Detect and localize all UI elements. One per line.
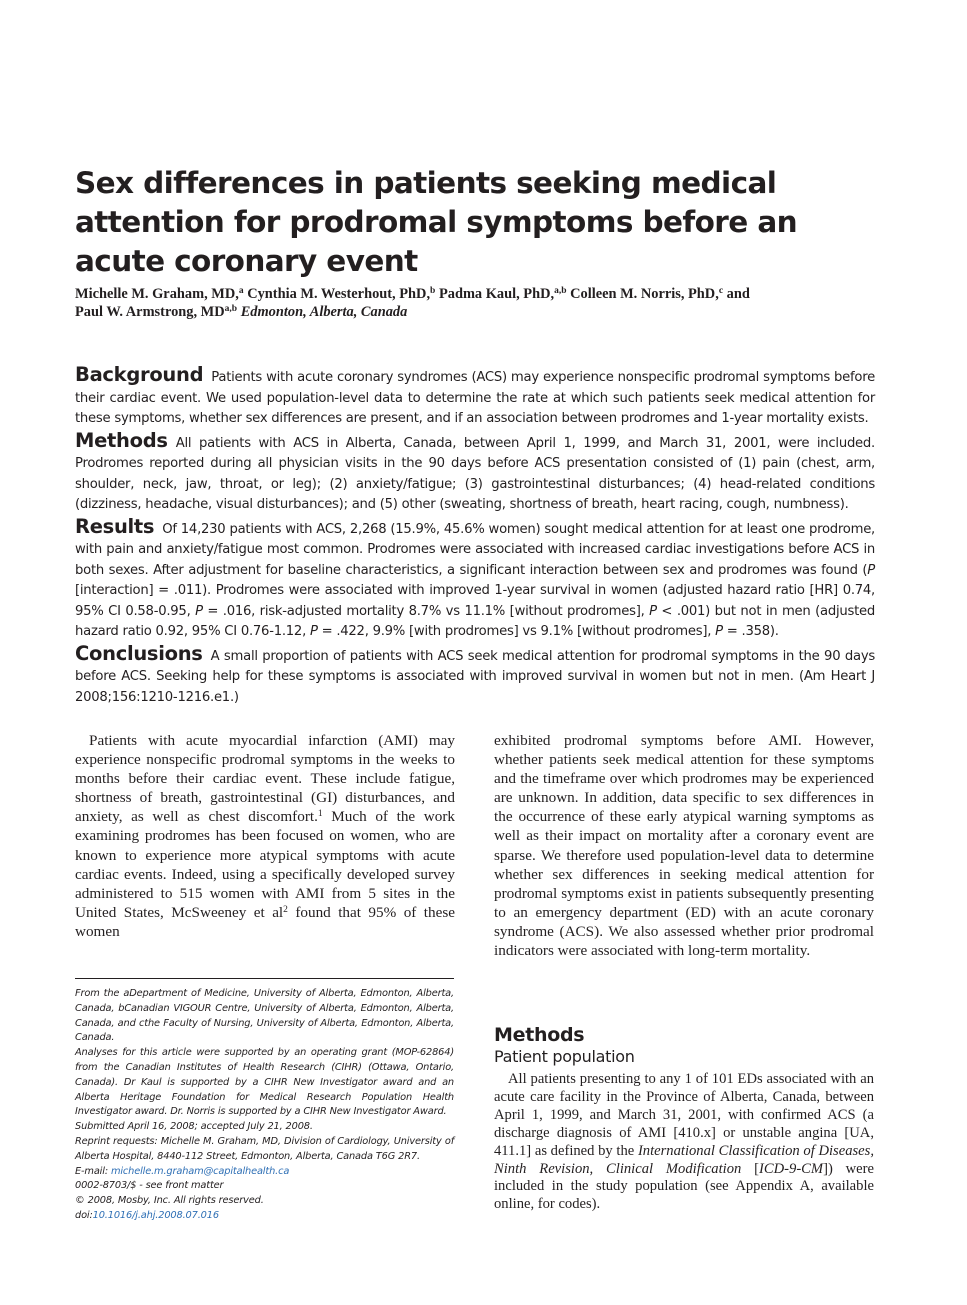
footnote-submitted: Submitted April 16, 2008; accepted July 21, 2008. — [75, 1121, 313, 1133]
body-text: [ — [741, 1160, 760, 1177]
reference-link[interactable]: 2 — [283, 904, 288, 915]
p-symbol: P — [715, 624, 723, 639]
subsection-heading: Patient population — [494, 1047, 635, 1066]
footnote-copyright: © 2008, Mosby, Inc. All rights reserved. — [75, 1195, 264, 1207]
intro-left-column — [75, 731, 455, 941]
p-symbol: P — [195, 603, 203, 619]
p-symbol: P — [867, 562, 875, 578]
author-name: Padma Kaul, PhD, — [438, 286, 555, 302]
author-affiliation-mark: c — [718, 286, 724, 296]
author-name: Cynthia M. Westerhout, PhD, — [247, 286, 431, 302]
footnote-email — [75, 1165, 454, 1180]
author-location: Edmonton, Alberta, Canada — [240, 304, 408, 320]
reference-link[interactable]: 1 — [317, 809, 323, 820]
body-text: ]) were included in the study population (see Appendix A, available online, for codes). — [494, 1160, 875, 1213]
p-symbol: P — [649, 603, 657, 619]
abstract-text: = .358). — [722, 624, 779, 639]
author-name: Paul W. Armstrong, MD — [75, 304, 225, 320]
footnote-issn: 0002-8703/$ - see front matter — [75, 1180, 224, 1192]
intro-right-column — [494, 731, 874, 960]
icd-title: International Classification of Diseases, Ninth Revision, Clinical Modification — [494, 1142, 874, 1177]
abstract-text: < .001) but not in men (adjusted hazard ratio 0.92, 95% CI 0.76-1.12, — [75, 603, 875, 639]
author-name: Colleen M. Norris, PhD, — [570, 286, 719, 302]
email-link[interactable]: michelle.m.graham@capitalhealth.ca — [110, 1165, 290, 1177]
footnote-reprints: Reprint requests: Michelle M. Graham, MD, Division of Cardiology, University of Alberta Hospital, 8440-112 Street, Edmonton, Alberta, Canada T6G 2R7. — [75, 1135, 454, 1162]
abstract-text: = .422, 9.9% [with prodromes] vs 9.1% [without prodromes], — [317, 624, 716, 639]
abstract-heading: Conclusions — [75, 641, 203, 665]
author-list — [75, 285, 875, 321]
methods-paragraph — [494, 1071, 874, 1214]
abstract-heading: Methods — [75, 428, 168, 452]
abstract-text: Of 14,230 patients with ACS, 2,268 (15.9%, 45.6% women) sought medical attention for at least one prodrome, with pain and anxiety/fatigue most common. Prodromes were associated with increased cardiac investigations before ACS in both sexes. After adjustment for baseline characteristics, a significant interaction between sex and prodromes was found ( — [75, 521, 875, 578]
abstract-text: All patients with ACS in Alberta, Canada, between April 1, 1999, and March 31, 2001, were included. Prodromes reported during all physician visits in the 90 days before ACS presentation consisted of (1) pain (chest, arm, shoulder, neck, jaw, throat, or leg); (2) anxiety/fatigue; (3) gastrointestinal disturbances; (4) head-related conditions (dizziness, headache, visual disturbances); and (5) other (sweating, shortness of breath, heart racing, cough, numbness). — [75, 435, 875, 512]
footnote-affiliations: From the aDepartment of Medicine, University of Alberta, Edmonton, Alberta, Canada, bCanadian VIGOUR Centre, University of Alberta, Edmonton, Alberta, Canada, and cthe Faculty of Nursing, University of Alberta, Edmonton, Alberta, Canada. — [75, 988, 454, 1044]
author-affiliation-mark: a,b — [224, 304, 238, 314]
methods-body — [494, 1071, 874, 1214]
abstract-background — [75, 365, 875, 430]
abstract-results — [75, 514, 875, 643]
intro-paragraph — [75, 731, 455, 941]
abstract — [75, 365, 875, 709]
author-name: Michelle M. Graham, MD, — [75, 286, 239, 302]
section-heading-methods: Methods — [494, 1024, 585, 1046]
abstract-text: A small proportion of patients with ACS seek medical attention for prodromal symptoms in the 90 days before ACS. Seeking help for these symptoms is associated with improved survival in women but not in men. (Am Heart J 2008;156:1210-1216.e1.) — [75, 648, 875, 705]
author-affiliation-mark: b — [430, 286, 436, 296]
author-affiliation-mark: a,b — [554, 286, 567, 296]
footnote-funding: Analyses for this article were supported by an operating grant (MOP-62864) from the Canadian Institutes of Health Research (CIHR) (Ottawa, Ontario, Canada). Dr Kaul is supported by a CIHR New Investigator award and an Alberta Heritage Foundation for Medical Research Population Health Investigator award. Dr. Norris is supported by a CIHR New Investigator Award. — [75, 1047, 454, 1118]
abstract-text: = .016, risk-adjusted mortality 8.7% vs 11.1% [without prodromes], — [202, 603, 650, 619]
author-affiliation-mark: a — [238, 286, 244, 296]
footnotes — [75, 987, 454, 1224]
article-title: Sex differences in patients seeking medical attention for prodromal symptoms before an acute coronary event — [75, 166, 798, 278]
body-text: found that 95% of these women — [75, 903, 455, 940]
abstract-text: Patients with acute coronary syndromes (ACS) may experience nonspecific prodromal symptoms before their cardiac event. We used population-level data to determine the rate at which such patients seek medical attention for these symptoms, whether sex differences are present, and if an association between prodromes and 1-year mortality exists. — [75, 370, 875, 426]
intro-paragraph-continued: exhibited prodromal symptoms before AMI. However, whether patients seek medical attention for these symptoms and the timeframe over which prodromes may be experienced are unknown. In addition, data specific to sex differences in the occurrence of these early atypical warning symptoms as well as their impact on mortality after a coronary event are sparse. We therefore used population-level data to determine whether sex differences in seeking medical attention for prodromal symptoms exist in patients subsequently presenting to an emergency department (ED) with an acute coronary syndrome (ACS). We also assessed whether prior prodromal indicators were associated with long-term mortality. — [494, 732, 874, 960]
abstract-text: [interaction] = .011). Prodromes were associated with improved 1-year survival in women (adjusted hazard ratio [HR] 0.74, 95% CI 0.58-0.95, — [75, 583, 875, 619]
icd-abbreviation: ICD-9-CM — [759, 1160, 824, 1177]
abstract-heading: Background — [75, 363, 204, 386]
body-text: Much of the work examining prodromes has been focused on women, who are known to experience more atypical symptoms with acute cardiac events. Indeed, using a specifically developed survey administered to 515 women with AMI from 5 sites in the United States, McSweeney et al — [75, 808, 455, 921]
footnote-divider — [75, 978, 454, 979]
doi-link[interactable]: 10.1016/j.ahj.2008.07.016 — [92, 1209, 219, 1221]
abstract-heading: Results — [75, 514, 155, 538]
doi-label: doi: — [75, 1209, 93, 1221]
email-label: E-mail: — [75, 1165, 111, 1177]
body-text: Patients with acute myocardial infarction (AMI) may experience nonspecific prodromal symptoms in the weeks to months before their cardiac event. These include fatigue, shortness of breath, gastrointestinal (GI) disturbances, and anxiety, as well as chest discomfort. — [75, 732, 455, 826]
p-symbol: P — [309, 624, 318, 639]
abstract-methods — [75, 428, 875, 516]
body-text: All patients presenting to any 1 of 101 EDs associated with an acute care facility in the Province of Alberta, Canada, between April 1, 1999, and March 31, 2001, with confirmed ACS (a discharge diagnosis of AMI [410.x] or unstable angina [UA, 411.1] as defined by the — [494, 1071, 874, 1159]
abstract-conclusions — [75, 641, 875, 709]
author-conjunction: and — [726, 286, 750, 302]
footnote-doi — [75, 1209, 454, 1224]
